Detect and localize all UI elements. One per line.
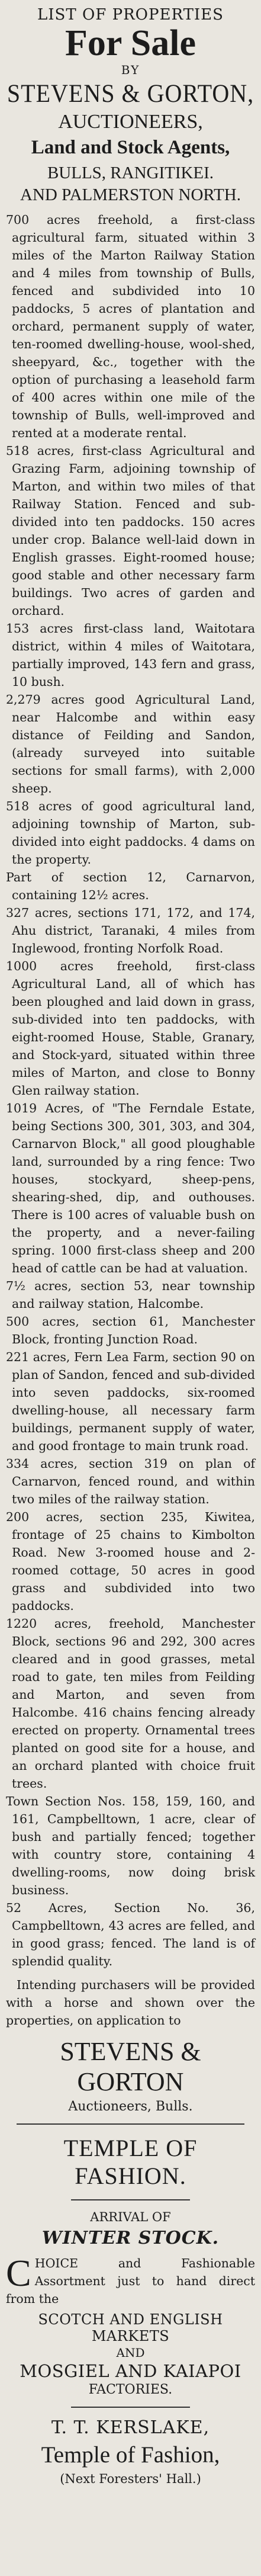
choice-text: HOICE and Fashionable Assortment just to hand direct from the <box>6 2256 255 2306</box>
listing-item: 1220 acres, freehold, Manchester Block, sections 96 and 292, 300 acres cleared and in good grasses, metal road to gate, ten miles from Feilding and Marton, and seven from Halcombe. 416 chains fencing already erected on property. Ornamental trees planted on good site for a house, and an orchard planted with choice fruit trees. <box>6 1616 255 1791</box>
and-label: AND <box>116 2346 145 2360</box>
drop-cap: C <box>6 2252 31 2294</box>
temple-of-fashion-advert <box>6 2134 255 2486</box>
short-divider <box>71 2199 190 2200</box>
listing-item: 1019 Acres, of "The Ferndale Estate, being Sections 300, 301, 303, and 304, Carnarvon Block," all good ploughable land, surrounded by a ring fence: Two houses, stockyard, sheep-pens, shearing-shed, dip, and outhouses. There is 100 acres of valuable bush on the property, and a never-failing spring. 1000 first-class sheep and 200 head of cattle can be had at valuation. <box>6 1101 255 1275</box>
footer-firm-name: STEVENS & GORTON <box>60 2037 201 2096</box>
winter-stock-heading: WINTER STOCK. <box>41 2228 220 2248</box>
list-heading: LIST OF PROPERTIES <box>37 6 224 24</box>
choice-paragraph <box>6 2254 255 2308</box>
listing-item: 1000 acres freehold, first-class Agricultural Land, all of which has been ploughed and laid down in grass, sub-divided into ten paddocks, with eight-roomed House, Stable, Granary, and Stock-yard, situated within three miles of Marton, and close to Bonny Glen railway station. <box>6 959 255 1098</box>
location-bulls: BULLS, RANGITIKEI. <box>47 163 214 182</box>
mosgiel-label: MOSGIEL AND KAIAPOI <box>20 2361 241 2381</box>
auctioneers-label: AUCTIONEERS, <box>58 111 203 133</box>
short-divider <box>71 2407 190 2408</box>
listing-item: Part of section 12, Carnarvon, containing 12½ acres. <box>6 870 255 902</box>
land-stock-agents-label: Land and Stock Agents, <box>31 137 230 158</box>
location-note: (Next Foresters' Hall.) <box>60 2472 201 2486</box>
listings <box>6 211 255 1970</box>
listing-item: Town Section Nos. 158, 159, 160, and 161, Campbelltown, 1 acre, clear of bush and partially fenced; together with country store, containing 4 dwelling-rooms, now doing brisk business. <box>6 1794 255 1897</box>
listing-item: 700 acres freehold, a first-class agricultural farm, situated within 3 miles of the Marton Railway Station and 4 miles from township of Bulls, fenced and subdivided into 10 paddocks, 5 acres of plantation and orchard, permanent supply of water, ten-roomed dwelling-house, wool-shed, sheepyard, &c., together with the option of purchasing a leasehold farm of 400 acres within one mile of the township of Bulls, well-improved and rented at a moderate rental. <box>6 213 255 440</box>
divider <box>17 2123 244 2125</box>
listing-item: 200 acres, section 235, Kiwitea, frontage of 25 chains to Kimbolton Road. New 3-roomed house and 2-roomed cottage, 50 acres in good grass and subdivided into two paddocks. <box>6 1510 255 1613</box>
listing-item: 500 acres, section 61, Manchester Block, fronting Junction Road. <box>6 1314 255 1346</box>
firm-name: STEVENS & GORTON, <box>7 79 254 108</box>
listing-item: 327 acres, sections 171, 172, and 174, Ahu district, Taranaki, 4 miles from Inglewood, fronting Norfolk Road. <box>6 906 255 955</box>
factories-label: FACTORIES. <box>88 2382 173 2397</box>
temple-name: Temple of Fashion, <box>41 2442 220 2468</box>
listing-item: 518 acres, first-class Agricultural and Grazing Farm, adjoining township of Marton, and within two miles of that Railway Station. Fenced and sub-divided into ten paddocks. 150 acres under crop. Balance well-laid down in English grasses. Eight-roomed house; good stable and other necessary farm buildings. Two acres of garden and orchard. <box>6 444 255 618</box>
for-sale-heading: For Sale <box>65 23 196 63</box>
listing-item: 7½ acres, section 53, near township and railway station, Halcombe. <box>6 1279 255 1311</box>
proprietor-name: T. T. KERSLAKE, <box>51 2417 210 2438</box>
newspaper-column <box>6 0 255 2486</box>
listing-item: 2,279 acres good Agricultural Land, near Halcombe and within easy distance of Feilding and Sandon, (already surveyed into suitable sections for small farms), with 2,000 sheep. <box>6 692 255 795</box>
listing-item: 153 acres first-class land, Waitotara district, within 4 miles of Waitotara, partially improved, 143 fern and grass, 10 bush. <box>6 621 255 689</box>
footer-signoff: Auctioneers, Bulls. <box>68 2099 193 2114</box>
footer-text: Intending purchasers will be provided with a horse and shown over the properties, on application to <box>6 1978 255 2028</box>
arrival-label: ARRIVAL OF <box>90 2210 171 2224</box>
listing-item: 518 acres of good agricultural land, adjoining township of Marton, sub-divided into eight paddocks. 4 dams on the property. <box>6 799 255 867</box>
listing-item: 52 Acres, Section No. 36, Campbelltown, 43 acres are felled, and in good grass; fenced. The land is of splendid quality. <box>6 1901 255 1968</box>
temple-heading: TEMPLE OF FASHION. <box>63 2135 198 2189</box>
by-label: BY <box>121 63 140 77</box>
location-palmerston: AND PALMERSTON NORTH. <box>20 185 241 204</box>
advert-footer <box>6 1976 255 2114</box>
markets-label: SCOTCH AND ENGLISH MARKETS <box>38 2311 223 2344</box>
listing-item: 221 acres, Fern Lea Farm, section 90 on plan of Sandon, fenced and sub-divided into seven paddocks, six-roomed dwelling-house, all necessary farm buildings, permanent supply of water, and good frontage to main trunk road. <box>6 1350 255 1453</box>
property-list-advert <box>6 6 255 205</box>
listing-item: 334 acres, section 319 on plan of Carnarvon, fenced round, and within two miles of the railway station. <box>6 1457 255 1506</box>
